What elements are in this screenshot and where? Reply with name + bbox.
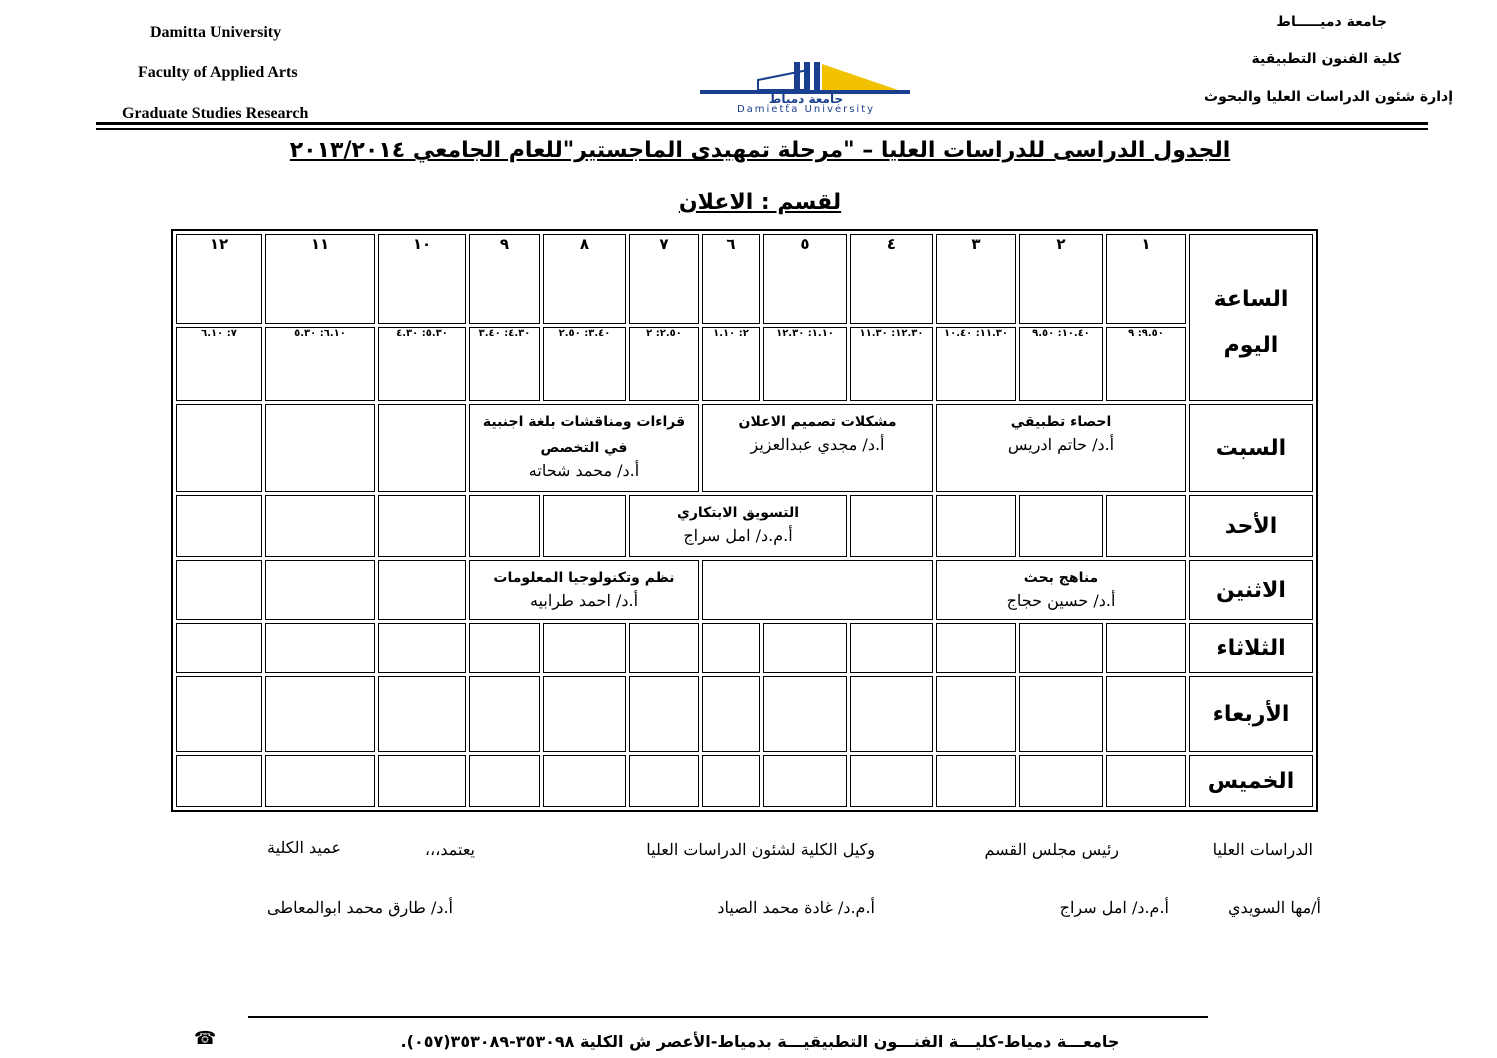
sig-head-title: رئيس مجلس القسم [984, 840, 1119, 859]
row-saturday [176, 404, 1313, 492]
row-wednesday [176, 676, 1313, 752]
row-monday [176, 560, 1313, 620]
cell-empty [469, 623, 540, 673]
cell-empty [1106, 495, 1186, 557]
cell-empty [1019, 676, 1103, 752]
day-tuesday: الثلاثاء [1189, 623, 1313, 673]
cell-empty [763, 755, 847, 807]
time-10: ٥.٣٠: ٤.٣٠ [378, 327, 466, 401]
time-4: ١٢.٣٠: ١١.٣٠ [850, 327, 933, 401]
corner-day: اليوم [1223, 332, 1279, 358]
cell-empty [176, 560, 262, 620]
schedule-table [171, 229, 1318, 812]
course-cell [936, 404, 1186, 492]
cell-empty [1019, 755, 1103, 807]
cell-empty [702, 755, 760, 807]
time-12: ٧: ٦.١٠ [176, 327, 262, 401]
cell-empty [543, 495, 626, 557]
time-1: ٩.٥٠: ٩ [1106, 327, 1186, 401]
row-tuesday [176, 623, 1313, 673]
day-thursday: الخميس [1189, 755, 1313, 807]
cell-empty [629, 676, 699, 752]
cell-empty [176, 404, 262, 492]
cell-empty [1019, 623, 1103, 673]
course-prof: أ.د/ حسين حجاج [1006, 591, 1116, 610]
time-8: ٣.٤٠: ٢.٥٠ [543, 327, 626, 401]
day-sunday: الأحد [1189, 495, 1313, 557]
period-6: ٦ [702, 234, 760, 324]
course-prof: أ.م.د/ امل سراج [683, 526, 793, 545]
cell-empty [265, 755, 375, 807]
cell-empty [702, 623, 760, 673]
row-sunday [176, 495, 1313, 557]
logo-text-en: Damietta University [736, 104, 876, 115]
header-en-dept: Graduate Studies Research [122, 105, 309, 122]
period-11: ١١ [265, 234, 375, 324]
header-rule-thin [96, 128, 1428, 130]
period-10: ١٠ [378, 234, 466, 324]
time-2: ١٠.٤٠: ٩.٥٠ [1019, 327, 1103, 401]
cell-empty [850, 623, 933, 673]
cell-empty [850, 676, 933, 752]
cell-empty [1019, 495, 1103, 557]
day-wednesday: الأربعاء [1189, 676, 1313, 752]
sig-grad-name: أ/مها السويدي [1228, 898, 1321, 917]
period-5: ٥ [763, 234, 847, 324]
cell-empty [1106, 676, 1186, 752]
cell-empty [265, 676, 375, 752]
day-saturday: السبت [1189, 404, 1313, 492]
cell-empty [1106, 755, 1186, 807]
row-thursday [176, 755, 1313, 807]
header-ar-dept: إدارة شئون الدراسات العليا والبحوث [1204, 89, 1453, 105]
cell-empty [176, 755, 262, 807]
logo-text-ar: جامعة دمياط [768, 92, 844, 106]
period-4: ٤ [850, 234, 933, 324]
cell-empty [543, 676, 626, 752]
course-name: التسويق الابتكاري [676, 505, 800, 521]
university-logo [698, 60, 914, 116]
header-ar-faculty: كلية الفنون التطبيقية [1251, 51, 1401, 67]
cell-empty [702, 676, 760, 752]
sig-vice-name: أ.م.د/ غادة محمد الصياد [717, 898, 875, 917]
period-7: ٧ [629, 234, 699, 324]
time-9: ٤.٣٠: ٣.٤٠ [469, 327, 540, 401]
time-6: ٢: ١.١٠ [702, 327, 760, 401]
sig-grad-title: الدراسات العليا [1212, 840, 1313, 859]
cell-empty [629, 755, 699, 807]
cell-empty [629, 623, 699, 673]
footer-address: جامعـــة دمياط-كليـــة الفنـــون التطبيقيـــة بدمياط-الأعصر ش الكلية ٣٥٣٠٩٨-٣٥٣٠٨٩(٠٥٧). [400, 1032, 1120, 1051]
period-1: ١ [1106, 234, 1186, 324]
course-prof: أ.د/ مجدي عبدالعزيز [750, 435, 885, 454]
cell-empty [378, 623, 466, 673]
period-2: ٢ [1019, 234, 1103, 324]
sig-dean-name: أ.د/ طارق محمد ابوالمعاطى [267, 898, 453, 917]
time-7: ٢.٥٠: ٢ [629, 327, 699, 401]
period-9: ٩ [469, 234, 540, 324]
period-3: ٣ [936, 234, 1016, 324]
cell-empty [763, 676, 847, 752]
course-cell [629, 495, 847, 557]
course-name: مناهج بحث [1023, 570, 1099, 586]
department-subtitle: لقسم : الاعلان [678, 190, 842, 215]
course-cell [702, 404, 933, 492]
sig-approve: يعتمد،،، [424, 840, 475, 859]
sig-dean-title: عميد الكلية [267, 838, 341, 857]
cell-empty [469, 755, 540, 807]
header-rule-thick [96, 122, 1428, 125]
cell-empty [850, 755, 933, 807]
footer-rule [248, 1016, 1208, 1018]
cell-empty [378, 560, 466, 620]
cell-empty [543, 755, 626, 807]
cell-empty [936, 676, 1016, 752]
time-11: ٦.١٠: ٥.٣٠ [265, 327, 375, 401]
cell-empty [378, 495, 466, 557]
cell-empty [176, 676, 262, 752]
period-12: ١٢ [176, 234, 262, 324]
corner-hour: الساعة [1213, 286, 1289, 312]
day-monday: الاثنين [1189, 560, 1313, 620]
cell-empty [469, 676, 540, 752]
course-name: قراءات ومناقشات بلغة اجنبية في التخصص [482, 414, 686, 456]
cell-empty [176, 495, 262, 557]
page-title: الجدول الدراسى للدراسات العليا – "مرحلة تمهيدى الماجستير"للعام الجامعي ٢٠١٣/٢٠١٤ [289, 138, 1231, 163]
period-8: ٨ [543, 234, 626, 324]
cell-empty [265, 404, 375, 492]
time-3: ١١.٣٠: ١٠.٤٠ [936, 327, 1016, 401]
cell-empty [378, 755, 466, 807]
cell-empty [936, 755, 1016, 807]
course-cell [469, 560, 699, 620]
telephone-icon: ☎ [194, 1028, 217, 1049]
corner-header [1189, 234, 1313, 401]
course-cell [936, 560, 1186, 620]
cell-empty [378, 676, 466, 752]
cell-empty [265, 560, 375, 620]
cell-empty [543, 623, 626, 673]
cell-empty [378, 404, 466, 492]
course-prof: أ.د/ محمد شحاته [528, 461, 640, 480]
cell-empty [1106, 623, 1186, 673]
time-5: ١.١٠: ١٢.٣٠ [763, 327, 847, 401]
sig-vice-title: وكيل الكلية لشئون الدراسات العليا [646, 840, 875, 859]
cell-empty [469, 495, 540, 557]
cell-empty [702, 560, 933, 620]
course-name: احصاء تطبيقي [1010, 414, 1112, 430]
cell-empty [763, 623, 847, 673]
cell-empty [936, 623, 1016, 673]
header-en-university: Damitta University [150, 24, 282, 41]
course-name: نظم وتكنولوجيا المعلومات [493, 570, 675, 586]
cell-empty [850, 495, 933, 557]
course-cell [469, 404, 699, 492]
cell-empty [176, 623, 262, 673]
header-en-faculty: Faculty of Applied Arts [138, 64, 298, 81]
header-ar-university: جامعة دميـــــاط [1276, 14, 1387, 30]
cell-empty [936, 495, 1016, 557]
cell-empty [265, 623, 375, 673]
cell-empty [265, 495, 375, 557]
course-prof: أ.د/ حاتم ادريس [1007, 435, 1115, 454]
sig-head-name: أ.م.د/ امل سراج [1059, 898, 1169, 917]
course-prof: أ.د/ احمد طرابيه [529, 591, 639, 610]
course-name: مشكلات تصميم الاعلان [738, 414, 897, 430]
